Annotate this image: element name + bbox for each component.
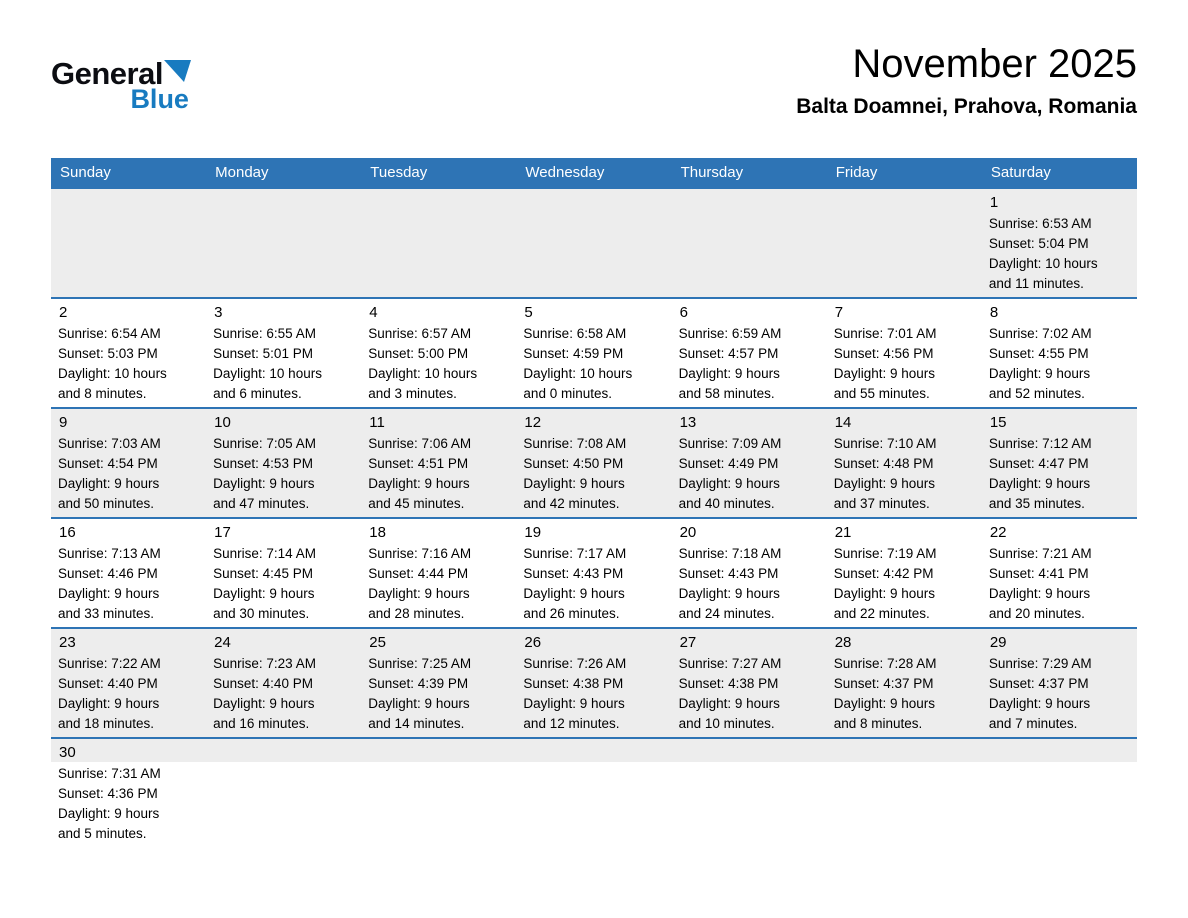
daylight-text-2: and 18 minutes. <box>58 715 155 731</box>
day-number: 26 <box>524 634 542 651</box>
logo-text-general: General <box>51 56 163 91</box>
weekday-header-tuesday: Tuesday <box>361 158 516 188</box>
daylight-text-2: and 26 minutes. <box>523 605 620 621</box>
empty-day-cell <box>206 188 361 298</box>
daylight-text-2: and 40 minutes. <box>678 495 775 511</box>
day-number: 20 <box>679 524 697 541</box>
sunrise-text: Sunrise: 7:08 AM <box>523 436 627 451</box>
page-header <box>51 0 1137 158</box>
logo-text-blue: Blue <box>130 84 189 114</box>
empty-day-cell <box>51 188 206 298</box>
logo-triangle-icon <box>164 60 191 82</box>
empty-day-cell <box>672 738 827 848</box>
weekday-header-sunday: Sunday <box>51 158 206 188</box>
sunrise-text: Sunrise: 6:59 AM <box>678 326 782 341</box>
day-cell-28 <box>827 628 982 738</box>
daylight-text: Daylight: 9 hours <box>678 475 780 491</box>
sunrise-text: Sunrise: 7:31 AM <box>58 766 161 781</box>
day-cell-17 <box>206 518 361 628</box>
daylight-text: Daylight: 9 hours <box>368 475 470 491</box>
empty-day-cell <box>827 738 982 848</box>
day-cell-21 <box>827 518 982 628</box>
daylight-text-2: and 8 minutes. <box>833 715 923 731</box>
sunrise-text: Sunrise: 6:53 AM <box>988 216 1092 231</box>
sunrise-text: Sunrise: 7:23 AM <box>213 656 316 671</box>
sunrise-text: Sunrise: 7:03 AM <box>58 436 161 451</box>
day-cell-29 <box>982 628 1137 738</box>
day-number: 27 <box>679 634 697 651</box>
day-number: 15 <box>989 414 1007 431</box>
title-block <box>796 42 1137 119</box>
daylight-text: Daylight: 9 hours <box>58 585 160 601</box>
week-row-4 <box>51 518 1137 628</box>
day-number: 3 <box>214 304 223 321</box>
daylight-text: Daylight: 10 hours <box>988 255 1098 271</box>
day-number: 2 <box>59 304 68 321</box>
sunset-text: Sunset: 4:57 PM <box>678 345 779 361</box>
sunrise-text: Sunrise: 7:10 AM <box>833 436 937 451</box>
sunset-text: Sunset: 4:53 PM <box>213 455 313 471</box>
daylight-text-2: and 47 minutes. <box>213 495 310 511</box>
daylight-text-2: and 50 minutes. <box>58 495 155 511</box>
day-cell-10 <box>206 408 361 518</box>
day-number: 24 <box>214 634 231 651</box>
sunset-text: Sunset: 5:04 PM <box>988 235 1089 251</box>
daylight-text: Daylight: 9 hours <box>833 365 936 381</box>
empty-day-cell <box>516 738 671 848</box>
daylight-text-2: and 6 minutes. <box>213 385 302 401</box>
daylight-text: Daylight: 10 hours <box>58 365 167 381</box>
daylight-text-2: and 52 minutes. <box>988 385 1085 401</box>
sunrise-text: Sunrise: 7:19 AM <box>833 546 937 561</box>
day-number: 19 <box>524 524 542 541</box>
sunset-text: Sunset: 4:48 PM <box>833 455 934 471</box>
sunset-text: Sunset: 4:59 PM <box>523 345 624 361</box>
day-cell-15 <box>982 408 1137 518</box>
day-number: 11 <box>369 414 385 431</box>
sunset-text: Sunset: 4:41 PM <box>988 565 1089 581</box>
sunrise-text: Sunrise: 7:02 AM <box>988 326 1092 341</box>
sunrise-text: Sunrise: 6:55 AM <box>213 326 316 341</box>
week-row-6 <box>51 738 1137 848</box>
sunrise-text: Sunrise: 7:21 AM <box>988 546 1092 561</box>
sunrise-text: Sunrise: 7:14 AM <box>213 546 316 561</box>
empty-day-cell <box>361 188 516 298</box>
daylight-text: Daylight: 9 hours <box>213 695 315 711</box>
empty-day-cell <box>361 738 516 848</box>
day-number: 10 <box>214 414 231 431</box>
sunset-text: Sunset: 4:45 PM <box>213 565 313 581</box>
day-cell-13 <box>672 408 827 518</box>
sunset-text: Sunset: 4:39 PM <box>368 675 469 691</box>
daylight-text-2: and 22 minutes. <box>833 605 930 621</box>
daylight-text: Daylight: 9 hours <box>523 585 625 601</box>
day-number: 1 <box>989 194 999 211</box>
daylight-text: Daylight: 9 hours <box>58 475 160 491</box>
weekday-header-thursday: Thursday <box>672 158 827 188</box>
day-cell-4 <box>361 298 516 408</box>
daylight-text-2: and 42 minutes. <box>523 495 620 511</box>
sunset-text: Sunset: 4:37 PM <box>988 675 1089 691</box>
daylight-text: Daylight: 9 hours <box>833 475 936 491</box>
daylight-text: Daylight: 9 hours <box>988 585 1091 601</box>
daylight-text-2: and 45 minutes. <box>368 495 465 511</box>
sunrise-text: Sunrise: 6:54 AM <box>58 326 161 341</box>
sunrise-text: Sunrise: 7:28 AM <box>833 656 937 671</box>
sunrise-text: Sunrise: 7:01 AM <box>833 326 937 341</box>
sunset-text: Sunset: 5:00 PM <box>368 345 469 361</box>
sunset-text: Sunset: 4:54 PM <box>58 455 158 471</box>
daylight-text: Daylight: 9 hours <box>988 365 1091 381</box>
day-cell-1 <box>982 188 1137 298</box>
sunrise-text: Sunrise: 7:29 AM <box>988 656 1092 671</box>
day-cell-20 <box>672 518 827 628</box>
sunrise-text: Sunrise: 7:06 AM <box>368 436 472 451</box>
day-cell-9 <box>51 408 206 518</box>
daylight-text-2: and 16 minutes. <box>213 715 310 731</box>
daylight-text-2: and 8 minutes. <box>58 385 147 401</box>
day-cell-23 <box>51 628 206 738</box>
sunrise-text: Sunrise: 6:57 AM <box>368 326 472 341</box>
day-number: 23 <box>59 634 76 651</box>
sunset-text: Sunset: 4:37 PM <box>833 675 934 691</box>
sunrise-text: Sunrise: 7:25 AM <box>368 656 472 671</box>
sunrise-text: Sunrise: 7:12 AM <box>988 436 1092 451</box>
day-number: 18 <box>369 524 386 541</box>
day-cell-18 <box>361 518 516 628</box>
day-number: 21 <box>834 524 852 541</box>
sunset-text: Sunset: 4:42 PM <box>833 565 934 581</box>
day-cell-8 <box>982 298 1137 408</box>
daylight-text: Daylight: 10 hours <box>523 365 633 381</box>
sunset-text: Sunset: 4:47 PM <box>988 455 1089 471</box>
daylight-text: Daylight: 9 hours <box>368 585 470 601</box>
sunrise-text: Sunrise: 7:18 AM <box>678 546 782 561</box>
daylight-text-2: and 33 minutes. <box>58 605 155 621</box>
sunrise-text: Sunrise: 7:26 AM <box>523 656 627 671</box>
sunrise-text: Sunrise: 7:17 AM <box>523 546 627 561</box>
sunset-text: Sunset: 4:51 PM <box>368 455 469 471</box>
day-number: 8 <box>989 304 999 321</box>
daylight-text: Daylight: 9 hours <box>58 695 160 711</box>
day-number: 4 <box>369 304 378 321</box>
daylight-text-2: and 3 minutes. <box>368 385 457 401</box>
daylight-text-2: and 20 minutes. <box>988 605 1085 621</box>
week-row-2 <box>51 298 1137 408</box>
day-cell-19 <box>516 518 671 628</box>
day-cell-12 <box>516 408 671 518</box>
daylight-text: Daylight: 9 hours <box>678 365 780 381</box>
sunrise-text: Sunrise: 7:09 AM <box>678 436 782 451</box>
sunset-text: Sunset: 4:46 PM <box>58 565 158 581</box>
daylight-text: Daylight: 9 hours <box>213 475 315 491</box>
sunset-text: Sunset: 4:38 PM <box>678 675 779 691</box>
day-cell-27 <box>672 628 827 738</box>
calendar-body <box>51 188 1137 848</box>
daylight-text: Daylight: 9 hours <box>523 475 625 491</box>
sunrise-text: Sunrise: 7:16 AM <box>368 546 472 561</box>
day-cell-7 <box>827 298 982 408</box>
empty-day-cell <box>827 188 982 298</box>
daylight-text: Daylight: 9 hours <box>988 475 1091 491</box>
sunrise-text: Sunrise: 7:27 AM <box>678 656 782 671</box>
day-number: 13 <box>679 414 697 431</box>
daylight-text: Daylight: 10 hours <box>368 365 478 381</box>
sunset-text: Sunset: 4:50 PM <box>523 455 624 471</box>
day-number: 25 <box>369 634 386 651</box>
daylight-text-2: and 30 minutes. <box>213 605 310 621</box>
daylight-text-2: and 7 minutes. <box>988 715 1078 731</box>
day-number: 7 <box>834 304 844 321</box>
daylight-text: Daylight: 9 hours <box>213 585 315 601</box>
sunset-text: Sunset: 4:43 PM <box>678 565 779 581</box>
day-cell-22 <box>982 518 1137 628</box>
daylight-text-2: and 0 minutes. <box>523 385 612 401</box>
day-cell-5 <box>516 298 671 408</box>
day-number: 14 <box>834 414 852 431</box>
day-cell-30 <box>51 738 206 848</box>
daylight-text: Daylight: 9 hours <box>368 695 470 711</box>
sunrise-text: Sunrise: 7:22 AM <box>58 656 161 671</box>
daylight-text-2: and 10 minutes. <box>678 715 775 731</box>
sunset-text: Sunset: 4:40 PM <box>58 675 158 691</box>
daylight-text: Daylight: 9 hours <box>58 805 160 821</box>
day-cell-2 <box>51 298 206 408</box>
sunset-text: Sunset: 5:03 PM <box>58 345 158 361</box>
daylight-text-2: and 24 minutes. <box>678 605 775 621</box>
daylight-text-2: and 35 minutes. <box>988 495 1085 511</box>
day-cell-25 <box>361 628 516 738</box>
weekday-header-monday: Monday <box>206 158 361 188</box>
day-number: 9 <box>59 414 68 431</box>
week-row-5 <box>51 628 1137 738</box>
daylight-text: Daylight: 9 hours <box>833 585 936 601</box>
month-title: November 2025 <box>852 42 1137 86</box>
daylight-text-2: and 28 minutes. <box>368 605 465 621</box>
daylight-text: Daylight: 9 hours <box>833 695 936 711</box>
day-number: 16 <box>59 524 76 541</box>
day-number: 29 <box>989 634 1007 651</box>
daylight-text-2: and 37 minutes. <box>833 495 930 511</box>
sunset-text: Sunset: 4:44 PM <box>368 565 469 581</box>
day-cell-14 <box>827 408 982 518</box>
day-number: 22 <box>989 524 1007 541</box>
day-cell-11 <box>361 408 516 518</box>
sunrise-text: Sunrise: 7:13 AM <box>58 546 161 561</box>
empty-day-cell <box>982 738 1137 848</box>
daylight-text-2: and 58 minutes. <box>678 385 775 401</box>
empty-day-cell <box>206 738 361 848</box>
day-cell-26 <box>516 628 671 738</box>
daylight-text-2: and 5 minutes. <box>58 825 147 841</box>
sunrise-text: Sunrise: 6:58 AM <box>523 326 627 341</box>
daylight-text-2: and 55 minutes. <box>833 385 930 401</box>
day-cell-24 <box>206 628 361 738</box>
day-cell-16 <box>51 518 206 628</box>
week-row-1 <box>51 188 1137 298</box>
sunset-text: Sunset: 4:36 PM <box>58 785 158 801</box>
weekday-header-wednesday: Wednesday <box>516 158 671 188</box>
general-blue-logo <box>51 58 191 113</box>
day-cell-3 <box>206 298 361 408</box>
sunset-text: Sunset: 4:40 PM <box>213 675 313 691</box>
empty-day-cell <box>672 188 827 298</box>
weekday-header-row <box>51 158 1137 188</box>
day-number: 6 <box>679 304 688 321</box>
daylight-text-2: and 11 minutes. <box>988 275 1084 291</box>
sunset-text: Sunset: 4:56 PM <box>833 345 934 361</box>
sunset-text: Sunset: 4:43 PM <box>523 565 624 581</box>
sunset-text: Sunset: 4:55 PM <box>988 345 1089 361</box>
daylight-text-2: and 12 minutes. <box>523 715 620 731</box>
day-number: 5 <box>524 304 533 321</box>
sunset-text: Sunset: 4:38 PM <box>523 675 624 691</box>
weekday-header-saturday: Saturday <box>982 158 1137 188</box>
day-number: 12 <box>524 414 542 431</box>
daylight-text: Daylight: 9 hours <box>678 585 780 601</box>
location-subtitle: Balta Doamnei, Prahova, Romania <box>796 95 1137 118</box>
calendar-head <box>51 158 1137 188</box>
day-number: 28 <box>834 634 852 651</box>
daylight-text: Daylight: 9 hours <box>988 695 1091 711</box>
daylight-text: Daylight: 9 hours <box>523 695 625 711</box>
day-number: 30 <box>59 744 76 761</box>
daylight-text: Daylight: 9 hours <box>678 695 780 711</box>
day-number: 17 <box>214 524 231 541</box>
weekday-header-friday: Friday <box>827 158 982 188</box>
day-cell-6 <box>672 298 827 408</box>
daylight-text-2: and 14 minutes. <box>368 715 465 731</box>
calendar-table <box>51 158 1137 848</box>
week-row-3 <box>51 408 1137 518</box>
sunset-text: Sunset: 5:01 PM <box>213 345 313 361</box>
sunrise-text: Sunrise: 7:05 AM <box>213 436 316 451</box>
sunset-text: Sunset: 4:49 PM <box>678 455 779 471</box>
daylight-text: Daylight: 10 hours <box>213 365 322 381</box>
empty-day-cell <box>516 188 671 298</box>
